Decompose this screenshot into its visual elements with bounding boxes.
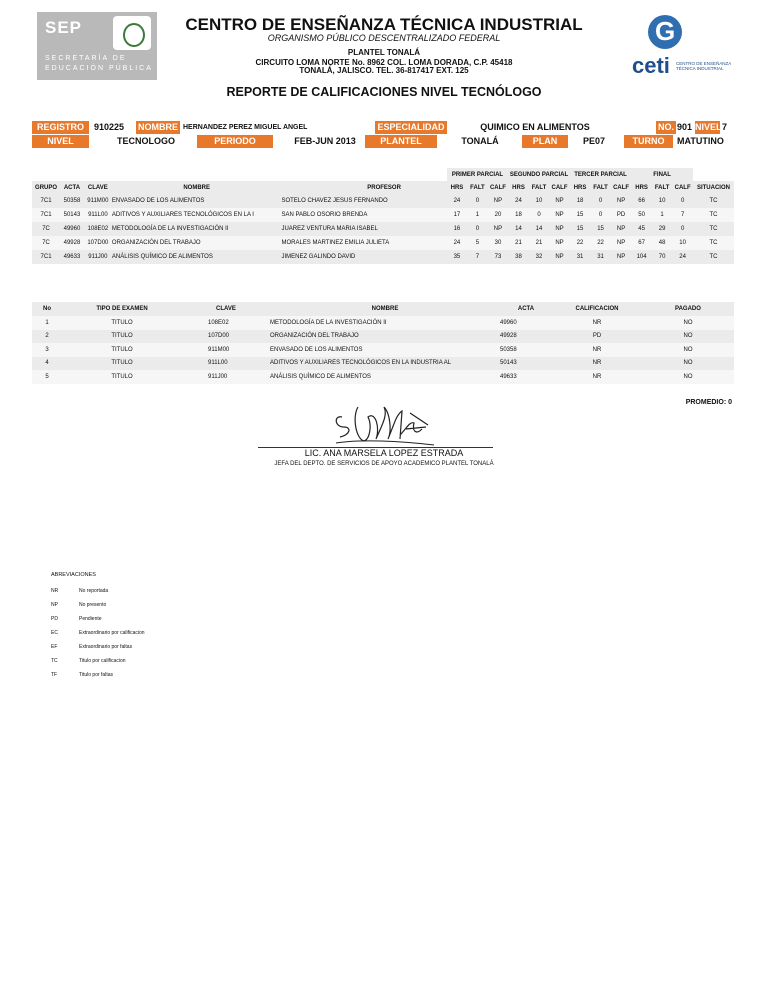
table-row: [32, 370, 734, 384]
no-value: 901: [677, 122, 693, 132]
table-cell: 108E02: [87, 226, 109, 232]
table-cell: NP: [555, 240, 564, 246]
table-cell: 2: [45, 333, 49, 340]
grades-header-cell: HRS: [573, 184, 587, 191]
table-cell: 10: [535, 198, 543, 204]
table-cell: 22: [597, 240, 604, 246]
exams-header-cell: NOMBRE: [371, 306, 399, 312]
table-cell: 21: [535, 240, 543, 246]
table-cell: TITULO: [111, 319, 133, 326]
table-cell: 0: [537, 212, 541, 218]
table-cell: 18: [515, 212, 522, 218]
list-item: TF Titulo por faltas: [51, 672, 113, 678]
table-cell: NP: [616, 226, 626, 232]
table-cell: 7C1: [40, 254, 52, 260]
plantel-label: PLANTEL: [365, 135, 437, 148]
table-cell: TC: [709, 240, 718, 246]
exams-header-cell: TIPO DE EXAMEN: [96, 306, 148, 312]
periodo-label: PERIODO: [197, 135, 273, 148]
grades-header-cell: CALF: [551, 184, 568, 191]
exams-header-cell: ACTA: [517, 306, 535, 312]
group-segundo-parcial: SEGUNDO PARCIAL: [508, 168, 570, 181]
table-cell: NR: [592, 346, 602, 353]
group-tercer-parcial: TERCER PARCIAL: [570, 168, 632, 181]
table-cell: 50143: [500, 360, 517, 367]
registro-value: 910225: [94, 122, 125, 132]
table-cell: TC: [709, 254, 718, 260]
especialidad-value: QUIMICO EN ALIMENTOS: [480, 122, 590, 132]
table-cell: 0: [680, 226, 685, 232]
list-item: EF Extraordinario por faltas: [51, 644, 133, 650]
table-cell: 16: [453, 226, 461, 232]
table-cell: NO: [683, 319, 693, 326]
list-item: EC Extraordinario por calificacion: [51, 630, 145, 636]
exams-header-cell: No: [43, 306, 51, 312]
table-cell: 32: [535, 254, 543, 260]
grades-header-cell: ACTA: [63, 184, 81, 191]
table-cell: 49960: [500, 319, 517, 326]
table-cell: ADITIVOS Y AUXILIARES TECNOLÓGICOS EN LA I: [111, 212, 254, 218]
table-row: [32, 357, 734, 371]
table-cell: 15: [576, 212, 584, 218]
table-cell: 911M00: [87, 198, 109, 204]
table-cell: ADITIVOS Y AUXILIARES TECNOLÓGICOS EN LA INDUSTRIA AL: [270, 360, 452, 367]
table-cell: 0: [598, 198, 603, 204]
table-row: [32, 208, 734, 222]
table-cell: 49633: [500, 373, 517, 380]
table-cell: TC: [709, 212, 718, 218]
grades-header-cell: FALT: [593, 184, 608, 191]
table-cell: 49633: [63, 254, 81, 260]
institution-title: CENTRO DE ENSEÑANZA TÉCNICA INDUSTRIAL: [185, 15, 583, 34]
table-cell: ORGANIZACIÓN DEL TRABAJO: [111, 240, 201, 246]
grades-header-cell: FALT: [470, 184, 485, 191]
table-cell: 24: [679, 254, 686, 260]
table-cell: 108E02: [208, 319, 229, 326]
table-row: [32, 330, 734, 344]
table-cell: 0: [475, 198, 480, 204]
table-cell: TC: [709, 226, 718, 232]
grades-header-cell: PROFESOR: [367, 184, 401, 191]
list-item: NP No presento: [51, 602, 107, 608]
grades-group-header-row: [32, 168, 734, 181]
table-cell: PD: [616, 212, 626, 218]
table-cell: METODOLOGÍA DE LA INVESTIGACIÓN II: [111, 226, 229, 232]
grades-table: [32, 168, 734, 264]
table-cell: 30: [494, 240, 502, 246]
table-cell: 31: [597, 254, 604, 260]
table-cell: 35: [453, 254, 461, 260]
table-cell: NP: [555, 198, 564, 204]
table-cell: 15: [576, 226, 584, 232]
table-cell: NO: [683, 360, 693, 367]
plan-label: PLAN: [522, 135, 568, 148]
table-row: [32, 236, 734, 250]
table-cell: NP: [616, 240, 626, 246]
table-cell: 911J00: [88, 254, 108, 260]
sep-logo-text: SEP: [45, 18, 83, 37]
table-cell: 29: [658, 226, 666, 232]
table-row: [32, 250, 734, 264]
table-cell: 3: [45, 346, 49, 353]
grades-header-cell: FALT: [654, 184, 670, 191]
table-cell: NP: [493, 198, 503, 204]
table-cell: 49960: [63, 226, 81, 232]
table-cell: TITULO: [111, 346, 133, 353]
table-cell: NP: [555, 226, 564, 232]
table-cell: 7: [475, 254, 480, 260]
grades-header-row: [32, 181, 734, 194]
nombre-label: NOMBRE: [138, 122, 178, 132]
nivel-num-label: NIVEL: [695, 122, 722, 132]
ceti-logo: [626, 15, 736, 78]
table-cell: 0: [680, 198, 685, 204]
table-cell: 107D00: [87, 240, 109, 246]
table-cell: 1: [45, 319, 49, 326]
table-cell: NP: [555, 212, 564, 218]
table-cell: SOTELO CHAVEZ JESUS FERNANDO: [281, 198, 388, 204]
table-cell: 104: [636, 254, 647, 260]
table-cell: 911L00: [208, 360, 228, 367]
table-cell: 22: [576, 240, 584, 246]
table-cell: 1: [475, 212, 480, 218]
ceti-logo-text: ceti: [632, 53, 670, 78]
table-cell: 70: [658, 254, 666, 260]
table-cell: TITULO: [111, 333, 133, 340]
table-cell: 7C: [42, 240, 50, 246]
table-cell: MORALES MARTINEZ EMILIA JULIETA: [281, 240, 390, 246]
table-cell: 49928: [63, 240, 81, 246]
table-row: [32, 343, 734, 357]
grades-header-cell: CLAVE: [87, 184, 108, 191]
grades-header-cell: NOMBRE: [183, 184, 211, 191]
table-cell: 50: [638, 212, 645, 218]
table-cell: 50358: [63, 198, 81, 204]
table-cell: METODOLOGÍA DE LA INVESTIGACIÓN II: [270, 319, 387, 326]
table-cell: 14: [535, 226, 543, 232]
sep-logo-subtitle: SECRETARÍA DE EDUCACIÓN PÚBLICA: [45, 55, 153, 72]
table-cell: 45: [638, 226, 645, 232]
table-cell: 7C1: [40, 212, 52, 218]
table-cell: NP: [616, 198, 626, 204]
report-title: REPORTE DE CALIFICACIONES NIVEL TECNÓLOGO: [226, 85, 542, 99]
table-cell: ENVASADO DE LOS ALIMENTOS: [111, 198, 205, 204]
ceti-emblem-icon: [648, 15, 682, 49]
signer-role: JEFA DEL DEPTO. DE SERVICIOS DE APOYO ACADEMICO PLANTEL TONALÁ: [274, 461, 494, 467]
table-row: [32, 194, 734, 208]
plantel-value: TONALÁ: [461, 136, 499, 146]
plan-value: PE07: [582, 136, 606, 146]
table-cell: 50143: [63, 212, 81, 218]
table-cell: NO: [683, 373, 693, 380]
exams-header-cell: PAGADO: [675, 306, 701, 312]
table-cell: 5: [475, 240, 480, 246]
ceti-logo-subtitle: CENTRO DE ENSEÑANZA TÉCNICA INDUSTRIAL: [676, 61, 732, 71]
table-cell: 911L00: [88, 212, 108, 218]
table-cell: 50358: [500, 346, 517, 353]
table-cell: 10: [679, 240, 686, 246]
grades-header-cell: HRS: [635, 184, 648, 191]
nivel-num-value: 7: [722, 122, 728, 132]
no-label: NO.: [657, 122, 674, 132]
table-cell: NR: [592, 319, 602, 326]
table-cell: JIMENEZ GALINDO DAVID: [281, 254, 356, 260]
table-cell: 14: [515, 226, 522, 232]
turno-label: TURNO: [624, 135, 673, 148]
grades-header-cell: CALF: [674, 184, 691, 191]
table-cell: 7: [680, 212, 685, 218]
table-cell: PD: [592, 333, 602, 340]
table-cell: 24: [515, 198, 522, 204]
table-cell: 49928: [500, 333, 517, 340]
table-cell: NP: [493, 226, 503, 232]
table-cell: 20: [494, 212, 502, 218]
table-cell: 7C: [42, 226, 50, 232]
table-cell: ANÁLISIS QUÍMICO DE ALIMENTOS: [270, 373, 371, 380]
table-cell: NP: [616, 254, 626, 260]
table-cell: NR: [592, 373, 602, 380]
table-cell: 21: [515, 240, 522, 246]
table-cell: NO: [683, 333, 693, 340]
grades-header-cell: SITUACION: [696, 184, 730, 191]
exams-header-cell: CLAVE: [216, 306, 236, 312]
table-cell: NO: [683, 346, 693, 353]
exams-header-row: [32, 302, 734, 316]
periodo-value: FEB-JUN 2013: [294, 136, 356, 146]
address-line-2: TONALÁ, JALISCO. TEL. 36-817417 EXT. 125: [299, 66, 469, 75]
table-cell: 10: [658, 198, 666, 204]
table-cell: 73: [494, 254, 502, 260]
table-cell: 66: [638, 198, 645, 204]
plantel-name: PLANTEL TONALÁ: [347, 48, 421, 57]
table-cell: TITULO: [111, 360, 133, 367]
table-cell: 24: [453, 198, 461, 204]
table-cell: 107D00: [208, 333, 230, 340]
table-cell: SAN PABLO OSORIO BRENDA: [281, 212, 368, 218]
table-row: [32, 316, 734, 330]
table-cell: 5: [45, 373, 49, 380]
table-cell: 0: [598, 212, 603, 218]
turno-value: MATUTINO: [677, 136, 724, 146]
table-cell: 67: [638, 240, 645, 246]
institution-subtitle: ORGANISMO PÚBLICO DESCENTRALIZADO FEDERAL: [267, 33, 501, 43]
table-cell: ENVASADO DE LOS ALIMENTOS: [270, 346, 363, 353]
table-cell: 911M00: [208, 346, 230, 353]
registro-label: REGISTRO: [32, 121, 89, 134]
grades-header-cell: CALF: [613, 184, 630, 191]
table-cell: NP: [555, 254, 564, 260]
table-cell: 1: [660, 212, 664, 218]
table-cell: 24: [453, 240, 461, 246]
grades-header-cell: HRS: [512, 184, 525, 191]
abbreviations-title: ABREVIACIONES: [51, 572, 96, 578]
address-line-1: CIRCUITO LOMA NORTE No. 8962 COL. LOMA DORADA, C.P. 45418: [255, 58, 513, 67]
table-cell: JUAREZ VENTURA MARIA ISABEL: [281, 226, 378, 232]
table-cell: 31: [576, 254, 584, 260]
list-item: PD Pendiente: [51, 616, 102, 622]
table-cell: 7C1: [40, 198, 52, 204]
signature-image: [330, 395, 440, 450]
list-item: NR No reportada: [51, 588, 109, 594]
table-cell: NR: [592, 360, 602, 367]
exams-table: [32, 302, 734, 384]
grades-header-cell: FALT: [531, 184, 547, 191]
table-cell: 18: [576, 198, 584, 204]
table-cell: ANÁLISIS QUÍMICO DE ALIMENTOS: [111, 254, 213, 260]
nivel-label: NIVEL: [32, 135, 89, 148]
grades-header-cell: CALF: [489, 184, 506, 191]
group-final: FINAL: [631, 168, 693, 181]
table-cell: 38: [515, 254, 522, 260]
grades-header-cell: GRUPO: [35, 184, 58, 191]
promedio: PROMEDIO: 0: [685, 399, 732, 406]
table-cell: 15: [597, 226, 604, 232]
table-row: [32, 222, 734, 236]
table-cell: 48: [658, 240, 666, 246]
nombre-value: HERNANDEZ PEREZ MIGUEL ANGEL: [183, 124, 308, 131]
table-cell: 911J00: [208, 373, 228, 380]
table-cell: 4: [45, 360, 49, 367]
signer-name: LIC. ANA MARSELA LOPEZ ESTRADA: [304, 448, 464, 458]
table-cell: TITULO: [111, 373, 133, 380]
grades-header-cell: HRS: [450, 184, 464, 191]
nivel-value: TECNOLOGO: [117, 136, 175, 146]
table-cell: TC: [709, 198, 718, 204]
table-cell: 0: [475, 226, 480, 232]
table-cell: ORGANIZACIÓN DEL TRABAJO: [270, 333, 359, 340]
especialidad-label: ESPECIALIDAD: [375, 121, 447, 134]
exams-header-cell: CALIFICACION: [575, 306, 619, 312]
group-primer-parcial: PRIMER PARCIAL: [447, 168, 509, 181]
list-item: TC Titulo por calificacion: [51, 658, 126, 664]
table-cell: 17: [453, 212, 461, 218]
